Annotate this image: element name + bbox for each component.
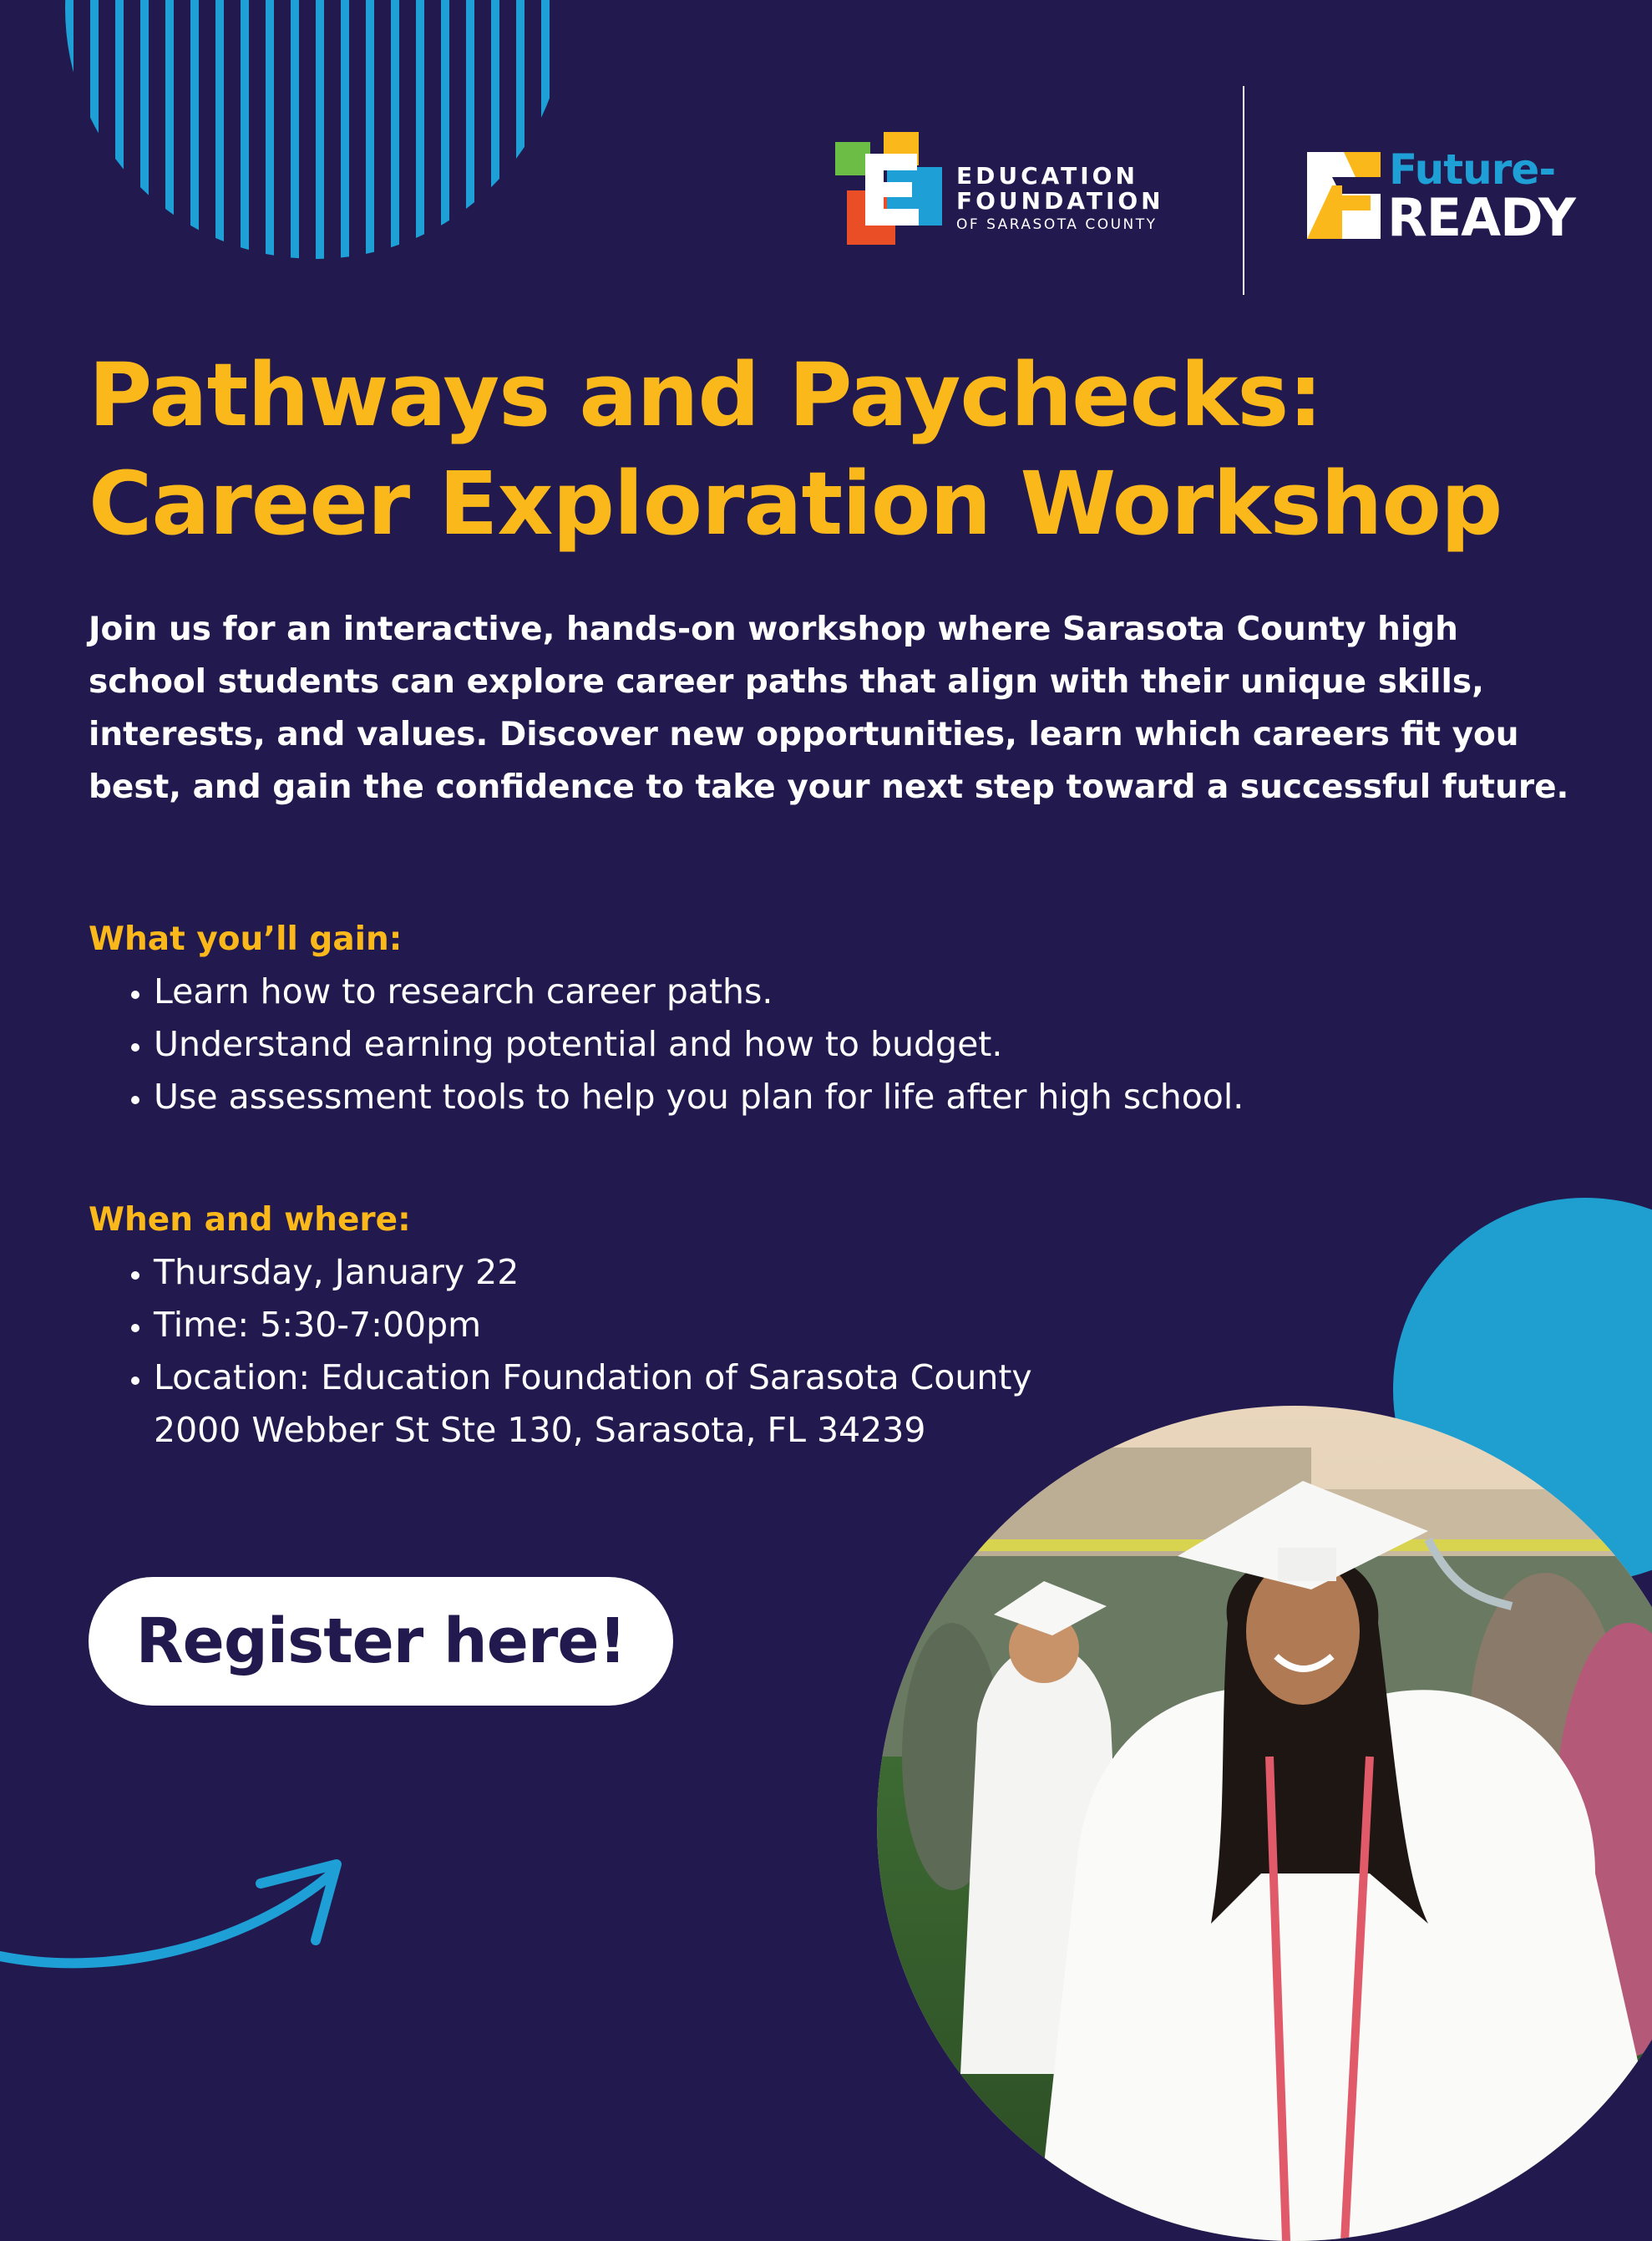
gain-heading: What you’ll gain: xyxy=(89,920,403,958)
education-foundation-mark-icon xyxy=(835,132,944,245)
curved-arrow-icon xyxy=(0,1842,359,1984)
future-ready-logo xyxy=(1307,145,1608,248)
graduation-photo xyxy=(877,1406,1652,2241)
event-address: 2000 Webber St Ste 130, Sarasota, FL 34239 xyxy=(154,1410,926,1450)
event-location-name: Location: Education Foundation of Sarasota County xyxy=(154,1357,1032,1397)
when-heading: When and where: xyxy=(89,1201,411,1239)
list-item: • Use assessment tools to help you plan for life after high school. xyxy=(154,1071,1490,1123)
striped-half-circle xyxy=(65,0,566,259)
intro-paragraph: Join us for an interactive, hands-on workshop where Sarasota County high school students can explore career paths that align with their unique skills, interests, and values. Discover new opportunities, learn which careers fit you best, and gain the confidence to take your next step toward a successful future. xyxy=(89,611,1569,806)
register-button[interactable]: Register here! xyxy=(89,1577,673,1706)
event-time: • Time: 5:30-7:00pm xyxy=(154,1299,1490,1351)
list-item: • Understand earning potential and how to budget. xyxy=(154,1018,1490,1071)
gain-list xyxy=(89,966,1490,1123)
ef-logo-line1: EDUCATION xyxy=(956,162,1138,190)
page-title-line1: Pathways and Paychecks: xyxy=(89,344,1322,446)
event-date: • Thursday, January 22 xyxy=(154,1246,1490,1299)
education-foundation-logo xyxy=(835,132,1169,245)
ef-logo-line3: OF SARASOTA COUNTY xyxy=(956,216,1158,233)
future-ready-top-text: Future- xyxy=(1389,145,1556,194)
list-item: • Learn how to research career paths. xyxy=(154,966,1490,1018)
ef-logo-line2: FOUNDATION xyxy=(956,187,1164,215)
logo-divider xyxy=(1243,86,1244,295)
future-ready-mark-icon xyxy=(1307,152,1381,239)
page-title-line2: Career Exploration Workshop xyxy=(89,453,1503,555)
future-ready-bottom-text: READY xyxy=(1387,187,1575,248)
